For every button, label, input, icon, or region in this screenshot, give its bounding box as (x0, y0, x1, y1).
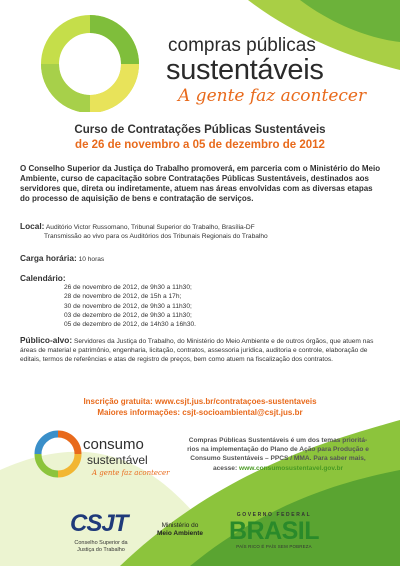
calendario-item: 30 de novembro de 2012, de 9h30 a 11h30; (64, 302, 192, 310)
csjt-name: Conselho Superior da Justiça do Trabalho (74, 540, 128, 553)
publico-label: Público-alvo: (20, 335, 73, 345)
calendario-label: Calendário: (20, 273, 66, 283)
calendario-list (64, 283, 196, 329)
ppcs-line3: Consumo Sustentáveis – PPCS / MMA. Para saber mais, (190, 455, 366, 463)
calendario-item: 28 de novembro de 2012, de 15h a 17h; (64, 293, 182, 301)
gov-top-text: GOVERNO FEDERAL (236, 512, 312, 518)
course-dates: de 26 de novembro a 05 de dezembro de 2012 (75, 139, 325, 151)
ppcs-line1: Compras Públicas Sustentáveis é um dos temas prioritá- (188, 437, 368, 444)
consumo-line2: sustentável (87, 453, 148, 467)
mma-line2: Meio Ambiente (157, 530, 203, 537)
csjt-logo: CSJT (70, 510, 128, 537)
governo-federal-logo (224, 512, 324, 549)
consumo-sustentavel-logo (34, 430, 82, 478)
mma-logo-text (150, 522, 210, 538)
publico-text: Servidores da Justiça do Trabalho, do Ministério do Meio Ambiente e de outros órgãos, que atuem nas áreas de material e patrimônio, engenharia, licitação, contratos, assessoria jurídica, auditoria e controle, elaboração de editais, termos de referências e atas de registro de preços, bem como atuem na fiscalização dos contratos. (20, 338, 374, 363)
gov-slogan: PAÍS RICO É PAÍS SEM POBREZA (236, 544, 312, 550)
ppcs-line4 (172, 464, 384, 473)
contact-links (0, 396, 400, 418)
ppcs-line2: rios na implementação do Plano de Ação para Produção e (187, 446, 369, 454)
local-label: Local: (20, 221, 45, 231)
intro-paragraph: O Conselho Superior da Justiça do Trabalho promoverá, em parceria com o Ministério do Meio Ambiente, curso de capacitação sobre Contratações Públicas Sustentáveis, destinados aos servidores que, direta ou indiretamente, atuem nas áreas envolvidas com as diversas etapas do processo de aquisição de bens e contratação de serviços. (20, 164, 381, 203)
mma-line1: Ministério do (161, 522, 199, 529)
carga-section (20, 254, 382, 264)
publico-section (20, 336, 382, 364)
inscricao-link[interactable]: Inscrição gratuita: www.csjt.jus.br/contrataçoes-sustentaveis (83, 397, 317, 406)
local-section (20, 222, 382, 241)
consumo-line1: consumo (83, 436, 144, 453)
carga-label: Carga horária: (20, 253, 77, 263)
brand-tagline: A gente faz acontecer (178, 86, 367, 106)
brand-title-line1: compras públicas (168, 35, 316, 56)
ppcs-info (172, 436, 384, 473)
informacoes-link[interactable]: Maiores informações: csjt-socioambiental@csjt.jus.br (97, 408, 303, 417)
local-line1: Auditório Victor Russomano, Tribunal Superior do Trabalho, Brasília-DF (45, 224, 255, 231)
local-line2: Transmissão ao vivo para os Auditórios dos Tribunais Regionais do Trabalho (44, 233, 268, 240)
calendario-item: 05 de dezembro de 2012, de 14h30 a 16h30. (64, 321, 196, 329)
calendario-item: 03 de dezembro de 2012, de 9h30 a 11h30; (64, 311, 192, 319)
compras-sustentaveis-logo (32, 12, 172, 112)
calendario-item: 26 de novembro de 2012, de 9h30 a 11h30; (64, 284, 192, 291)
brand-title-line2: sustentáveis (166, 54, 324, 86)
ppcs-acesse: acesse: (212, 464, 239, 472)
carga-value: 10 horas (78, 256, 105, 263)
course-title: Curso de Contratações Públicas Sustentáveis (74, 124, 326, 136)
brasil-wordmark: BRASIL (228, 517, 320, 545)
consumo-tagline: A gente faz acontecer (92, 469, 170, 477)
consumo-site-link[interactable]: www.consumosustentavel.gov.br (238, 464, 344, 472)
